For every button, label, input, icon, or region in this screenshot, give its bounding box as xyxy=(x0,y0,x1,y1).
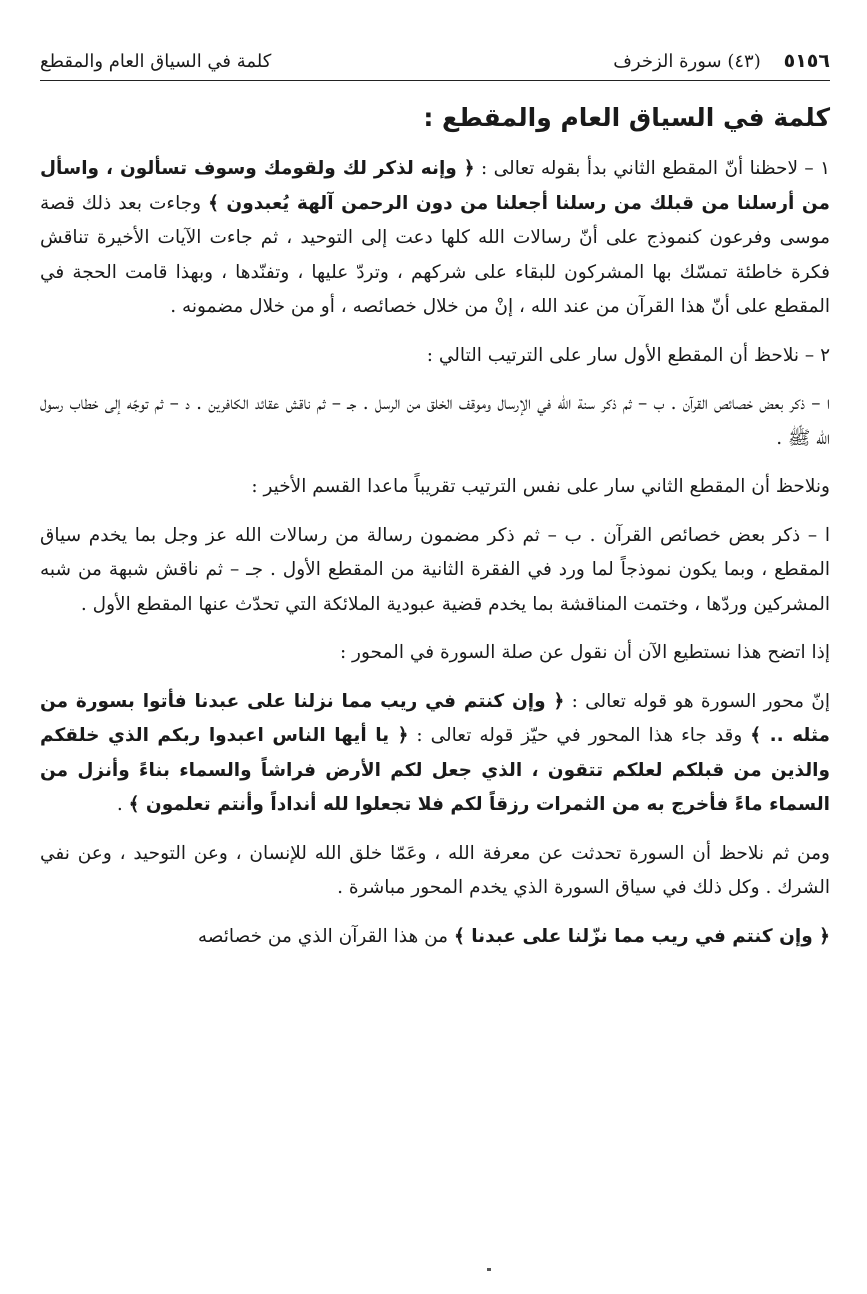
quran-quote: ﴿ وإن كنتم في ريب مما نزلنا على عبدنا فأتوا بسورة من مثله .. ﴾ xyxy=(40,690,830,746)
header-section-title: كلمة في السياق العام والمقطع xyxy=(40,51,272,72)
paragraph-8: ومن ثم نلاحظ أن السورة تحدثت عن معرفة الله ، وعَمّا خلق الله للإنسان ، وعن التوحيد ، وعن نفي الشرك . وكل ذلك في سياق السورة الذي يخدم المحور مباشرة . xyxy=(40,842,830,898)
p7-text-c: . xyxy=(116,794,129,815)
running-header xyxy=(40,50,830,81)
p9-text-b: من هذا القرآن الذي من خصائصه xyxy=(197,925,454,947)
paragraph-7 xyxy=(40,685,830,823)
paragraph-5: ا – ذكر بعض خصائص القرآن . ب – ثم ذكر مضمون رسالة من رسالات الله عز وجل بما يخدم سياق المقطع ، وبما يكون نموذجاً لما ورد في الفقرة الثانية من المقطع الأول . جـ – ثم ناقش شبهة من شبه المشركين وردّها ، وختمت المناقشة بما يخدم قضية عبودية الملائكة التي تحدّث عنها المقطع الأول . xyxy=(40,524,830,615)
section-heading: كلمة في السياق العام والمقطع : xyxy=(423,103,830,132)
p1-text-b: وجاءت بعد ذلك قصة موسى وفرعون كنموذج على أنّ رسالات الله كلها دعت إلى التوحيد ، ثم جاءت الآيات الأخيرة تناقش فكرة خاطئة تمسّك بها المشركون للبقاء على شركهم ، وتردّ عليها ، وتفنّدها ، وبهذا قامت الحجة في المقطع على أنّ هذا القرآن من عند الله ، إنْ من خلال خصائصه ، أو من خلال مضمونه . xyxy=(40,192,830,317)
paragraph-2: ٢ – نلاحظ أن المقطع الأول سار على الترتيب التالي : xyxy=(426,344,830,366)
paragraph-6: إذا اتضح هذا نستطيع الآن أن نقول عن صلة السورة في المحور : xyxy=(339,642,830,663)
p7-text-a: إنّ محور السورة هو قوله تعالى : xyxy=(564,690,830,712)
paragraph-1 xyxy=(40,152,830,325)
header-page-surah xyxy=(613,50,830,72)
paragraph-4: ونلاحظ أن المقطع الثاني سار على نفس الترتيب تقريباً ماعدا القسم الأخير : xyxy=(251,476,830,497)
paragraph-9 xyxy=(40,920,830,955)
quran-quote: ﴿ يا أيها الناس اعبدوا ربكم الذي خلقكم والذين من قبلكم لعلكم تتقون ، الذي جعل لكم الأرض فراشاً والسماء بناءً وأنزل من السماء ماءً فأخرج به من الثمرات رزقاً لكم فلا تجعلوا لله أنداداً وأنتم تعلمون ﴾ xyxy=(40,725,830,815)
paragraph-3: ا – ذكر بعض خصائص القرآن . ب – ثم ذكر سنة الله في الإرسال وموقف الخلق من الرسل . جـ – ثم ناقش عقائد الكافرين . د – ثم توجّه إلى خطاب رسول الله ﷺ . xyxy=(40,393,830,449)
quran-quote: ﴿ وإن كنتم في ريب مما نزّلنا على عبدنا ﴾ xyxy=(453,925,830,947)
page-dot-mark xyxy=(487,1268,491,1271)
document-page xyxy=(40,50,830,968)
surah-name: (٤٣) سورة الزخرف xyxy=(613,51,761,72)
quran-quote: ﴿ وإنه لذكر لك ولقومك وسوف تسألون ، واسأل من أرسلنا من قبلك من رسلنا أجعلنا من دون الرحمن آلهة يُعبدون ﴾ xyxy=(40,158,831,214)
p1-text-a: ١ – لاحظنا أنّ المقطع الثاني بدأ بقوله تعالى : xyxy=(474,158,830,179)
p7-text-b: وقد جاء هذا المحور في حيّز قوله تعالى : xyxy=(408,725,751,746)
page-number: ٥١٥٦ xyxy=(783,50,830,72)
